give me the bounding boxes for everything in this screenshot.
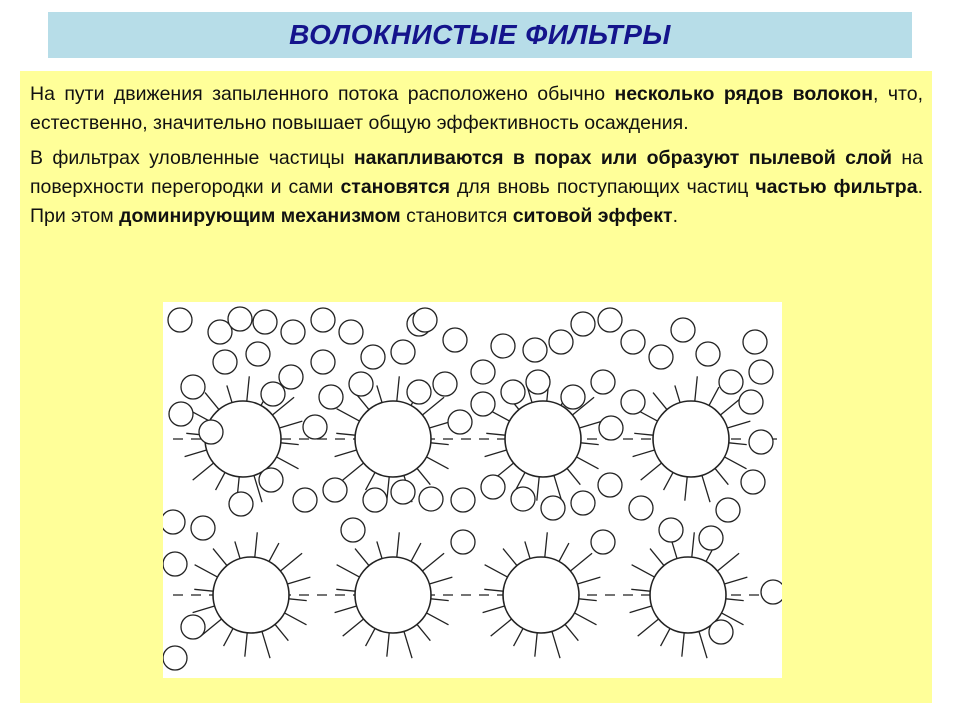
fiber-spike xyxy=(692,532,694,557)
p1-bold-1: несколько рядов волокон xyxy=(614,83,874,105)
fiber-spike xyxy=(638,619,659,636)
dust-particle xyxy=(598,308,622,332)
dust-particle xyxy=(163,510,185,534)
slide-title: ВОЛОКНИСТЫЕ ФИЛЬТРЫ xyxy=(289,19,671,50)
dust-particle xyxy=(448,410,472,434)
dust-particle xyxy=(471,360,495,384)
fiber-spike xyxy=(709,387,719,406)
fiber-circle xyxy=(355,401,431,477)
dust-particle xyxy=(541,496,565,520)
fiber-spike xyxy=(279,421,302,428)
fiber-filter-svg xyxy=(163,302,782,678)
dust-particle xyxy=(168,308,192,332)
fiber-spike xyxy=(377,385,382,402)
p2-text-6: . xyxy=(672,205,678,227)
dust-particle xyxy=(191,516,215,540)
fiber-spike xyxy=(491,619,512,636)
dust-particle xyxy=(246,342,270,366)
fiber-spike xyxy=(552,631,560,658)
fiber-spike xyxy=(715,468,728,484)
dust-particle xyxy=(598,473,622,497)
fiber-spike xyxy=(576,457,598,469)
dust-particle xyxy=(213,350,237,374)
dust-particle xyxy=(599,416,623,440)
fiber-spike xyxy=(289,599,307,601)
p2-bold-2: становятся xyxy=(340,176,450,198)
fiber-spike xyxy=(269,543,279,562)
fiber-spike xyxy=(726,599,744,601)
fiber-spike xyxy=(337,409,360,421)
fiber-spike xyxy=(486,433,505,435)
fiber-spike xyxy=(245,633,247,657)
dust-particle xyxy=(311,308,335,332)
fiber-spike xyxy=(485,565,508,577)
dust-particle xyxy=(433,372,457,396)
fiber-spike xyxy=(185,450,207,457)
fiber-spike xyxy=(577,577,600,584)
fiber-spike xyxy=(729,443,747,445)
dust-particle xyxy=(253,310,277,334)
fiber-circle xyxy=(505,401,581,477)
dust-particle xyxy=(451,488,475,512)
dust-particle xyxy=(749,430,773,454)
fiber-spike xyxy=(574,613,596,625)
fiber-spike xyxy=(664,472,673,490)
fiber-spike xyxy=(247,376,249,401)
dust-particle xyxy=(303,415,327,439)
fiber-spike xyxy=(717,553,739,571)
fiber-spike xyxy=(514,628,523,646)
dust-particle xyxy=(491,334,515,358)
dust-particle xyxy=(739,390,763,414)
p2-text-2: на поверхности перегородки и сами xyxy=(30,147,923,198)
dust-particle xyxy=(716,498,740,522)
p2-text-5: становится xyxy=(400,205,513,227)
fiber-spike xyxy=(724,577,747,584)
fiber-spike xyxy=(397,532,399,557)
p2-bold-1: накапливаются в порах или образуют пылевой слой xyxy=(353,147,893,169)
fiber-spike xyxy=(213,549,227,566)
fiber-spike xyxy=(417,624,430,640)
paragraph-2 xyxy=(30,144,923,231)
dust-particle xyxy=(279,365,303,389)
fiber-circle xyxy=(355,557,431,633)
fiber-spike xyxy=(235,541,240,558)
fiber-spike xyxy=(545,532,547,557)
fiber-spike xyxy=(702,475,710,502)
fiber-spike xyxy=(567,468,580,484)
fiber-spike xyxy=(193,463,214,480)
title-bar xyxy=(48,12,912,58)
fiber-filter-diagram xyxy=(163,302,782,678)
fiber-spike xyxy=(276,457,298,469)
fiber-spike xyxy=(429,577,452,584)
dust-particle xyxy=(261,382,285,406)
fiber-spike xyxy=(675,385,680,402)
fiber-spike xyxy=(343,463,364,480)
fiber-spike xyxy=(426,457,448,469)
fiber-spike xyxy=(699,631,707,658)
fiber-spike xyxy=(336,589,355,591)
fiber-spike xyxy=(422,553,444,571)
fiber-spike xyxy=(630,606,652,613)
dust-particle xyxy=(419,487,443,511)
dust-particle xyxy=(699,526,723,550)
dust-particle xyxy=(696,342,720,366)
dust-particle xyxy=(163,646,187,670)
dust-particle xyxy=(709,620,733,644)
fiber-spike xyxy=(431,599,449,601)
dust-particle xyxy=(391,340,415,364)
fiber-spike xyxy=(417,468,430,484)
dust-particle xyxy=(621,330,645,354)
dust-particle xyxy=(413,308,437,332)
p2-bold-5: ситовой эффект xyxy=(512,205,673,227)
dust-particle xyxy=(741,470,765,494)
fiber-spike xyxy=(194,589,213,591)
dust-particle xyxy=(481,475,505,499)
dust-particle xyxy=(561,385,585,409)
dust-particle xyxy=(311,350,335,374)
dust-particle xyxy=(407,380,431,404)
fiber-spike xyxy=(387,633,389,657)
text-block xyxy=(30,80,923,237)
fiber-spike xyxy=(275,624,288,640)
fiber-spike xyxy=(355,549,369,566)
fiber-spike xyxy=(503,549,517,566)
fiber-circle xyxy=(503,557,579,633)
fiber-circle xyxy=(213,557,289,633)
dust-particle xyxy=(591,530,615,554)
fiber-spike xyxy=(581,443,599,445)
fiber-spike xyxy=(537,477,539,501)
fiber-spike xyxy=(672,541,677,558)
fiber-spike xyxy=(287,577,310,584)
dust-particle xyxy=(339,320,363,344)
dust-particle xyxy=(259,468,283,492)
dust-particle xyxy=(523,338,547,362)
dust-particle xyxy=(761,580,782,604)
dust-particle xyxy=(451,530,475,554)
dust-particle xyxy=(549,330,573,354)
dust-particle xyxy=(511,487,535,511)
fiber-spike xyxy=(205,393,219,410)
fiber-spike xyxy=(281,443,299,445)
dust-particle xyxy=(659,518,683,542)
fiber-spike xyxy=(426,613,448,625)
fiber-spike xyxy=(653,393,667,410)
p1-text-1: На пути движения запыленного потока расположено обычно xyxy=(30,83,615,105)
fiber-spike xyxy=(195,565,218,577)
fiber-spike xyxy=(227,385,232,402)
dust-particle xyxy=(743,330,767,354)
fiber-spike xyxy=(255,532,257,557)
fiber-spike xyxy=(411,543,421,562)
fiber-spike xyxy=(483,606,505,613)
dust-particle xyxy=(341,518,365,542)
fiber-spike xyxy=(634,433,653,435)
fiber-spike xyxy=(335,606,357,613)
dust-particle xyxy=(319,385,343,409)
dust-particle xyxy=(228,307,252,331)
dust-particle xyxy=(281,320,305,344)
fiber-spike xyxy=(685,477,687,501)
dust-particle xyxy=(621,390,645,414)
fiber-spike xyxy=(525,541,530,558)
dust-particle xyxy=(363,488,387,512)
p2-text-1: В фильтрах уловленные частицы xyxy=(30,147,354,169)
fiber-spike xyxy=(727,421,750,428)
fiber-spike xyxy=(535,633,537,657)
p2-bold-4: доминирующим механизмом xyxy=(119,205,401,227)
p2-bold-3: частью фильтра xyxy=(755,176,918,198)
dust-particle xyxy=(181,615,205,639)
dust-particle xyxy=(229,492,253,516)
p2-text-3: для вновь поступающих частиц xyxy=(450,176,756,198)
fiber-spike xyxy=(485,450,507,457)
dust-particle xyxy=(349,372,373,396)
fiber-spike xyxy=(633,450,655,457)
fiber-spike xyxy=(650,549,664,566)
fiber-spike xyxy=(397,376,399,401)
paragraph-1 xyxy=(30,80,923,138)
fiber-spike xyxy=(335,450,357,457)
p1-text-2: , что, естественно, значительно повышает общую эффективность осаждения. xyxy=(30,83,923,134)
dust-particle xyxy=(323,478,347,502)
dust-particle xyxy=(181,375,205,399)
fiber-spike xyxy=(280,553,302,571)
dust-particle xyxy=(671,318,695,342)
fiber-spike xyxy=(579,599,597,601)
fiber-spike xyxy=(216,472,225,490)
fiber-spike xyxy=(695,376,697,401)
fiber-spike xyxy=(565,624,578,640)
fiber-spike xyxy=(404,631,412,658)
fiber-spike xyxy=(336,433,355,435)
dust-particle xyxy=(571,312,595,336)
fiber-spike xyxy=(284,613,306,625)
dust-particle xyxy=(293,488,317,512)
dust-particle xyxy=(471,392,495,416)
dust-particle xyxy=(591,370,615,394)
fiber-spike xyxy=(661,628,670,646)
fiber-spike xyxy=(632,565,655,577)
dust-particle xyxy=(361,345,385,369)
dust-particle xyxy=(199,420,223,444)
fiber-spike xyxy=(337,565,360,577)
dust-particle xyxy=(719,370,743,394)
fiber-spike xyxy=(484,589,503,591)
dust-particle xyxy=(501,380,525,404)
fiber-spike xyxy=(682,633,684,657)
dust-particle xyxy=(443,328,467,352)
dust-particle xyxy=(169,402,193,426)
p2-text-4: . При этом xyxy=(30,176,923,227)
dust-particle xyxy=(391,480,415,504)
fiber-spike xyxy=(559,543,569,562)
dust-particle xyxy=(649,345,673,369)
dust-particle xyxy=(749,360,773,384)
fiber-spike xyxy=(641,463,662,480)
fiber-circle xyxy=(653,401,729,477)
dust-particle xyxy=(163,552,187,576)
dust-particle xyxy=(571,491,595,515)
dust-particle xyxy=(526,370,550,394)
dust-particle xyxy=(629,496,653,520)
fiber-spike xyxy=(343,619,364,636)
fiber-spike xyxy=(193,606,215,613)
fiber-spike xyxy=(631,589,650,591)
fiber-spike xyxy=(377,541,382,558)
fiber-spike xyxy=(724,457,746,469)
fiber-spike xyxy=(224,628,233,646)
fiber-spike xyxy=(262,631,270,658)
fiber-spike xyxy=(431,443,449,445)
fiber-spike xyxy=(366,628,375,646)
fiber-spike xyxy=(570,553,592,571)
